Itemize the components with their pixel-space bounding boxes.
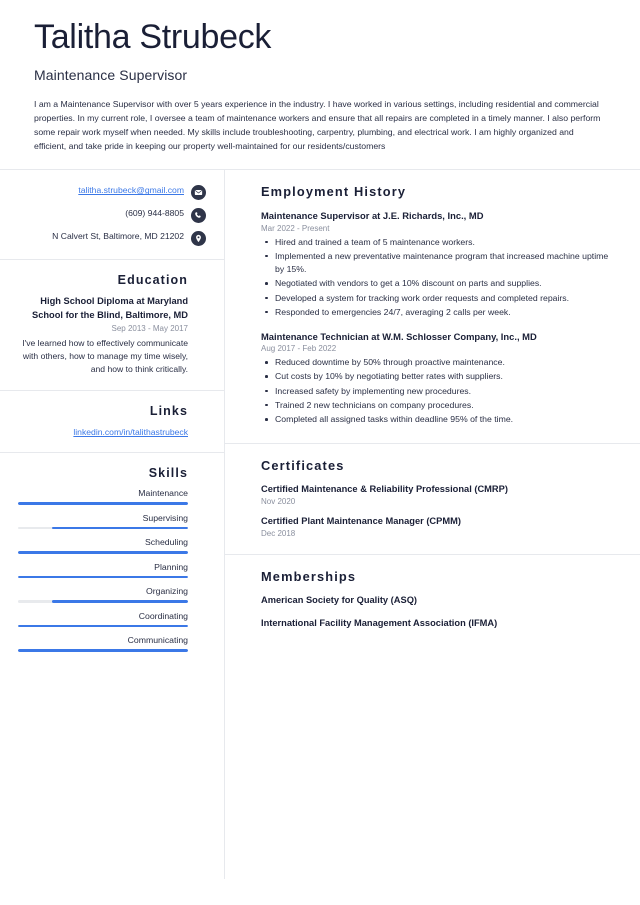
job-entry-bullets bbox=[261, 356, 618, 426]
skill-item bbox=[18, 611, 188, 628]
bullet-item: Cut costs by 10% by negotiating better rates with suppliers. bbox=[261, 370, 618, 383]
bullet-item: Developed a system for tracking work order requests and completed repairs. bbox=[261, 292, 618, 305]
employment-history-heading: Employment History bbox=[261, 184, 407, 200]
bullet-item: Negotiated with vendors to get a 10% discount on parts and supplies. bbox=[261, 277, 618, 290]
skill-item bbox=[18, 537, 188, 554]
skill-bar-track bbox=[18, 502, 188, 505]
skill-label: Maintenance bbox=[138, 488, 188, 499]
bullet-item: Trained 2 new technicians on company procedures. bbox=[261, 399, 618, 412]
job-entry-bullets bbox=[261, 236, 618, 319]
skills-heading: Skills bbox=[148, 466, 188, 481]
memberships-section bbox=[225, 555, 640, 646]
resume-header bbox=[0, 0, 640, 169]
skill-item bbox=[18, 513, 188, 530]
skill-bar-fill bbox=[18, 551, 188, 554]
skill-bar-fill bbox=[52, 527, 188, 530]
job-title: Maintenance Supervisor bbox=[34, 67, 188, 84]
main-content bbox=[225, 170, 640, 879]
skill-bar-fill bbox=[18, 576, 188, 579]
skill-item bbox=[18, 488, 188, 505]
membership-item: International Facility Management Association (IFMA) bbox=[261, 618, 498, 629]
job-entry-dates: Mar 2022 - Present bbox=[261, 223, 330, 233]
skill-label: Communicating bbox=[127, 635, 188, 646]
bullet-item: Implemented a new preventative maintenance program that increased machine uptime by 15%. bbox=[261, 250, 618, 276]
job-entry-dates: Aug 2017 - Feb 2022 bbox=[261, 344, 337, 354]
link-item-linkedin[interactable]: linkedin.com/in/talithastrubeck bbox=[73, 426, 188, 437]
envelope-icon bbox=[191, 185, 206, 200]
skill-bar-track bbox=[18, 600, 188, 603]
contact-item-phone bbox=[18, 207, 206, 223]
skill-label: Supervising bbox=[142, 512, 188, 523]
skill-bar-track bbox=[18, 551, 188, 554]
skill-bar-fill bbox=[18, 502, 188, 505]
bullet-item: Completed all assigned tasks within deadline 95% of the time. bbox=[261, 413, 618, 426]
skill-item bbox=[18, 562, 188, 579]
phone-text: (609) 944-8805 bbox=[125, 208, 184, 219]
bullet-item: Responded to emergencies 24/7, averaging 2 calls per week. bbox=[261, 306, 618, 319]
skill-bar-fill bbox=[18, 625, 188, 628]
page-title: Talitha Strubeck bbox=[34, 18, 272, 56]
skill-bar-track bbox=[18, 649, 188, 652]
job-entry bbox=[261, 209, 618, 318]
skill-bar-fill bbox=[18, 649, 188, 652]
professional-summary: I am a Maintenance Supervisor with over 5 years experience in the industry. I have worked in various settings, including residential and commercial properties. In my current role, I oversee a team of maintenance workers and ensure that all repairs are completed in a timely manner. I also perform some repair work myself when needed. My skills include troubleshooting, carpentry, plumbing, and electrical work. I am highly organized and efficient, and take pride in keeping our property well-maintained for our residents/customers bbox=[34, 99, 601, 152]
certificate-title: Certified Maintenance & Reliability Professional (CMRP) bbox=[261, 484, 508, 495]
contact-item-address bbox=[18, 230, 206, 246]
contact-section bbox=[0, 170, 224, 260]
job-entry bbox=[261, 330, 618, 426]
education-entry bbox=[18, 295, 188, 375]
bullet-item: Reduced downtime by 50% through proactive maintenance. bbox=[261, 356, 618, 369]
certificate-entry bbox=[261, 515, 618, 538]
job-entry-title: Maintenance Technician at W.M. Schlosser Company, Inc., MD bbox=[261, 330, 537, 342]
links-heading: Links bbox=[149, 403, 188, 418]
bullet-item: Hired and trained a team of 5 maintenance workers. bbox=[261, 236, 618, 249]
address-text: N Calvert St, Baltimore, MD 21202 bbox=[52, 231, 184, 242]
skill-bar-track bbox=[18, 625, 188, 628]
education-description: I've learned how to effectively communicate with others, how to manage my time wisely, and how to think critically. bbox=[22, 337, 188, 374]
employment-history-section bbox=[225, 170, 640, 444]
links-section bbox=[0, 391, 224, 454]
job-entry-title: Maintenance Supervisor at J.E. Richards, Inc., MD bbox=[261, 210, 484, 222]
skill-item bbox=[18, 586, 188, 603]
sidebar bbox=[0, 170, 225, 879]
education-heading: Education bbox=[117, 273, 188, 288]
skill-item bbox=[18, 635, 188, 652]
certificates-section bbox=[225, 444, 640, 555]
membership-item: American Society for Quality (ASQ) bbox=[261, 595, 418, 606]
location-pin-icon bbox=[191, 231, 206, 246]
certificate-date: Dec 2018 bbox=[261, 529, 296, 539]
skills-section bbox=[0, 453, 224, 666]
memberships-heading: Memberships bbox=[261, 569, 357, 585]
education-section bbox=[0, 260, 224, 390]
skill-label: Organizing bbox=[145, 586, 188, 597]
skill-bar-fill bbox=[52, 600, 188, 603]
skill-label: Scheduling bbox=[145, 537, 188, 548]
certificates-heading: Certificates bbox=[261, 458, 345, 474]
skill-bar-track bbox=[18, 527, 188, 530]
contact-item-email[interactable] bbox=[18, 184, 206, 200]
certificate-entry bbox=[261, 483, 618, 506]
certificate-date: Nov 2020 bbox=[261, 497, 296, 507]
resume-body bbox=[0, 170, 640, 879]
education-dates: Sep 2013 - May 2017 bbox=[111, 323, 188, 333]
skill-label: Planning bbox=[154, 561, 188, 572]
skill-label: Coordinating bbox=[138, 610, 188, 621]
phone-icon bbox=[191, 208, 206, 223]
bullet-item: Increased safety by implementing new procedures. bbox=[261, 385, 618, 398]
certificate-title: Certified Plant Maintenance Manager (CPMM) bbox=[261, 516, 461, 527]
education-degree: High School Diploma at Maryland School for the Blind, Baltimore, MD bbox=[32, 296, 188, 320]
email-text[interactable]: talitha.strubeck@gmail.com bbox=[78, 185, 184, 196]
skill-bar-track bbox=[18, 576, 188, 579]
